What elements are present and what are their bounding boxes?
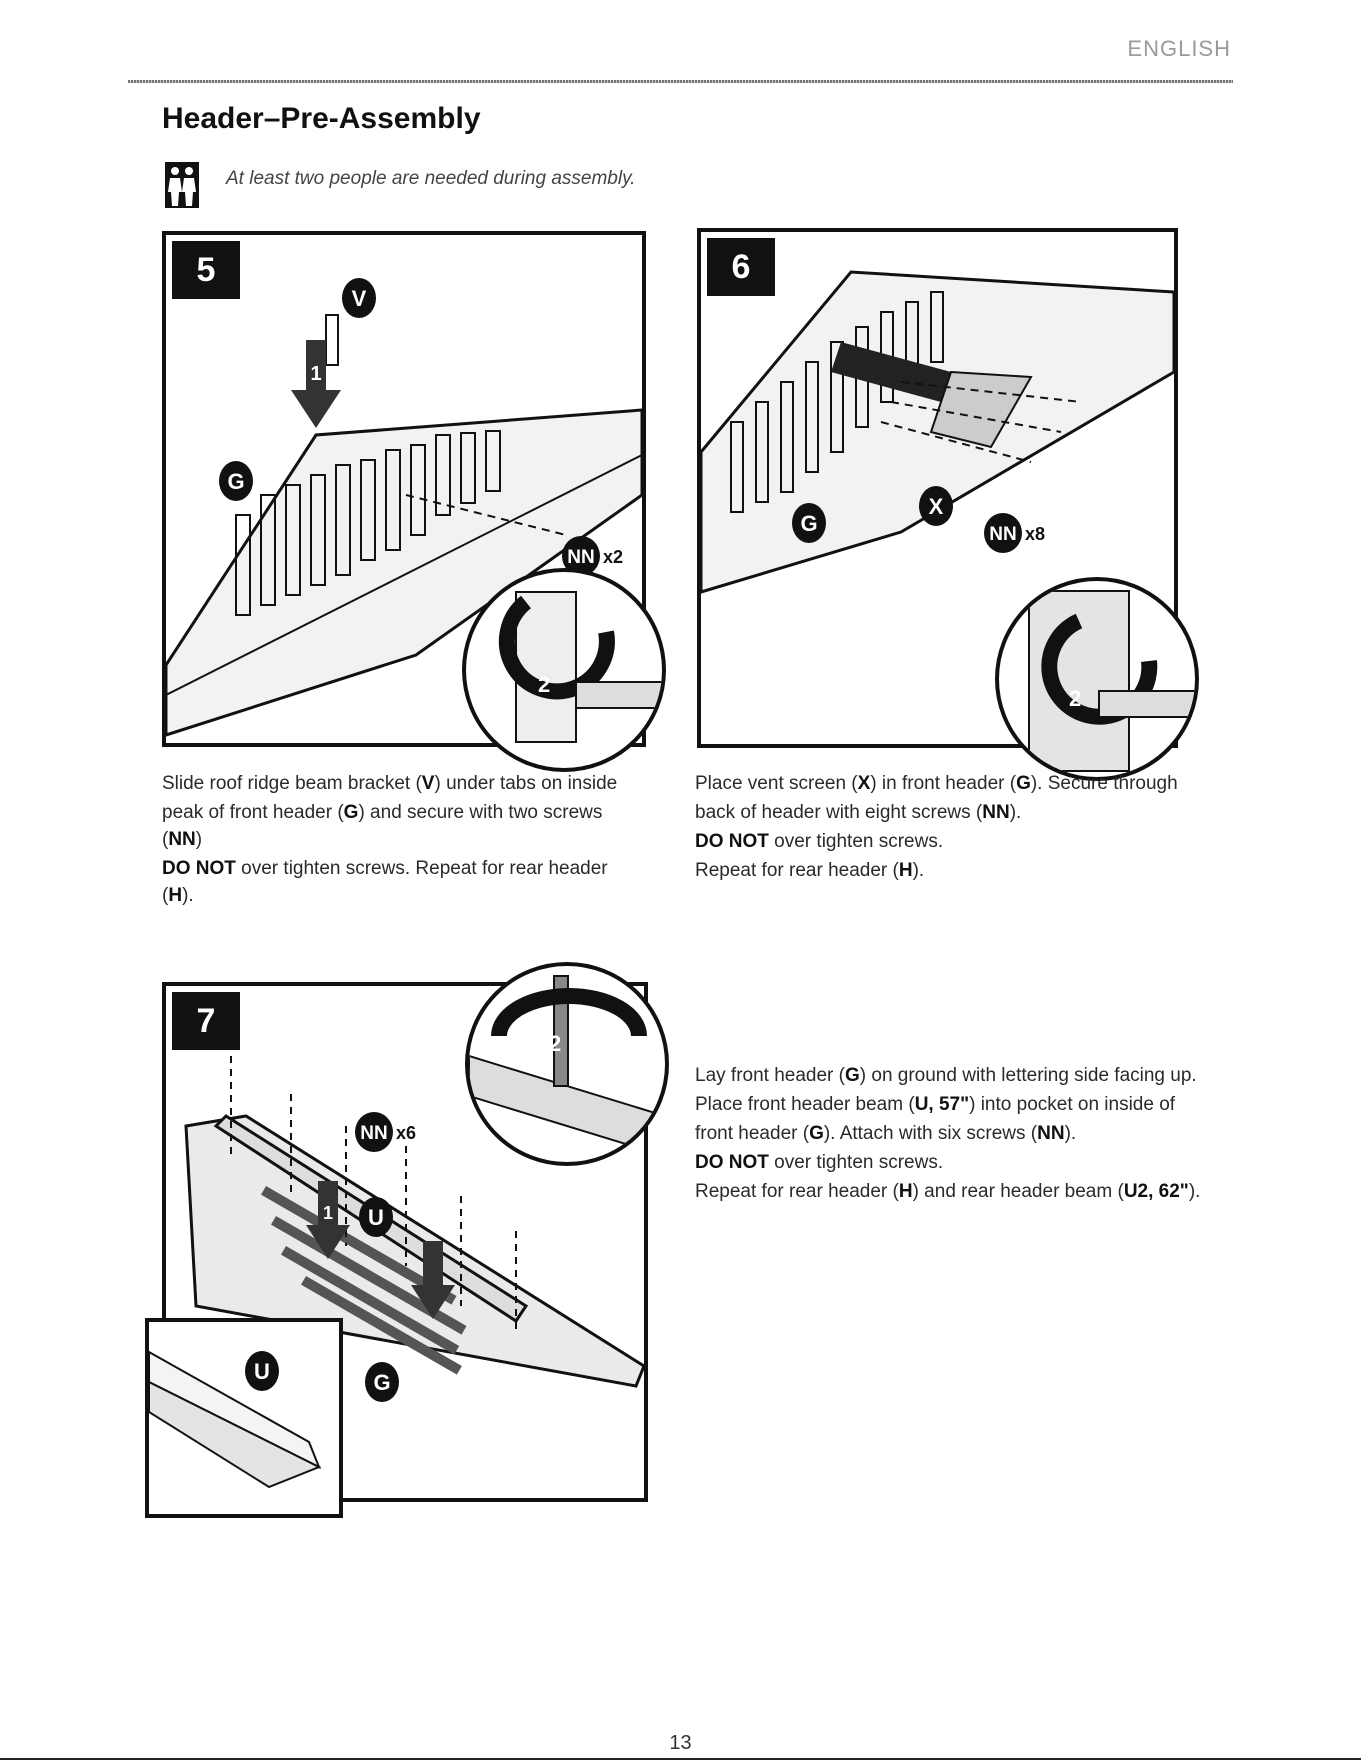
language-label: ENGLISH: [1127, 36, 1231, 61]
arrow-2-label: 2: [1069, 686, 1082, 711]
svg-text:V: V: [351, 286, 367, 311]
svg-text:G: G: [373, 1370, 391, 1395]
part-g-badge: [791, 502, 827, 544]
two-people-icon: [165, 162, 199, 208]
arrow-2-label: 2: [549, 1031, 562, 1056]
part-g-badge: [218, 460, 254, 502]
step-7-caption: Lay front header (G) on ground with lettering side facing up. Place front header beam (U, 57") into pocket on inside of front header (G). Attach with six screws (NN). DO NOT over tighten screws. Repeat for rear header (H) and rear header beam (U2, 62").: [695, 1065, 1201, 1202]
arrow-2-label: 2: [538, 672, 551, 697]
svg-text:X: X: [928, 494, 944, 519]
step-5-zoom-detail: [462, 568, 666, 772]
part-v-badge: [341, 277, 377, 319]
step-6-caption: Place vent screen (X) in front header (G). Secure through back of header with eight screws (NN). DO NOT over tighten screws. Repeat for rear header (H).: [695, 773, 1178, 881]
down-arrow-icon: [411, 1241, 455, 1321]
step-6-zoom-detail: [995, 577, 1199, 781]
down-arrow-icon: [306, 1181, 350, 1261]
step-7-number: 7: [172, 992, 240, 1050]
svg-text:NN: NN: [989, 524, 1017, 545]
part-u-badge: [358, 1196, 394, 1238]
svg-text:NN: NN: [567, 547, 595, 568]
svg-text:G: G: [800, 511, 818, 536]
part-nn-badge: [983, 512, 1055, 554]
part-nn-badge: [354, 1111, 426, 1153]
down-arrow-icon: [291, 340, 341, 430]
page-number: 13: [669, 1732, 692, 1754]
assembly-note: At least two people are needed during assembly.: [226, 168, 636, 189]
step-6-number: 6: [707, 238, 775, 296]
svg-text:x2: x2: [603, 547, 624, 567]
step-7-zoom-detail: [465, 962, 669, 1166]
step-7-beam-inset: [145, 1318, 343, 1518]
svg-text:NN: NN: [360, 1123, 388, 1144]
svg-text:U: U: [368, 1205, 384, 1230]
svg-text:G: G: [227, 469, 245, 494]
step-5-number: 5: [172, 241, 240, 299]
part-g-badge: [364, 1361, 400, 1403]
arrow-1-label: 1: [310, 363, 322, 385]
part-x-badge: [918, 485, 954, 527]
page-title: Header–Pre-Assembly: [162, 102, 481, 135]
svg-text:x8: x8: [1025, 524, 1046, 544]
step-5-caption: Slide roof ridge beam bracket (V) under tabs on inside peak of front header (G) and secure with two screws (NN) DO NOT over tighten screws. Repeat for rear header (H).: [162, 773, 618, 906]
arrow-1-label: 1: [322, 1203, 334, 1223]
header-rule: [128, 80, 1233, 83]
footer-rule: [0, 1758, 1361, 1760]
svg-text:U: U: [254, 1359, 270, 1384]
part-u-inset-badge: [244, 1350, 280, 1392]
svg-text:x6: x6: [396, 1123, 417, 1143]
